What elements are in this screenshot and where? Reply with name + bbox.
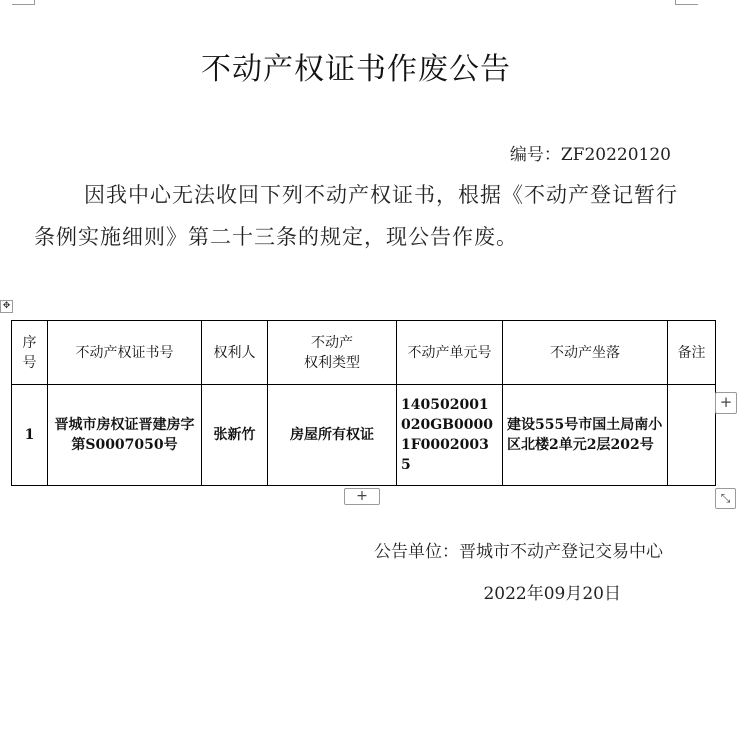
header-location: 不动产坐落 (503, 321, 668, 385)
header-cert-no: 不动产权证书号 (48, 321, 202, 385)
page-corner-mark-left (12, 0, 35, 5)
header-right-type-line1: 不动产 (311, 334, 353, 351)
header-seq: 序号 (12, 321, 48, 385)
document-number: 编号：ZF20220120 (509, 145, 671, 165)
header-right-type (268, 321, 397, 385)
header-right-type-line2: 权利类型 (304, 354, 360, 371)
announcement-body: 因我中心无法收回下列不动产权证书，根据《不动产登记暂行条例实施细则》第二十三条的规定，现公告作废。 (34, 183, 678, 249)
page-corner-mark-right (675, 0, 698, 5)
table-resize-handle-icon[interactable]: ⤡ (715, 488, 736, 509)
cell-remarks (668, 385, 716, 486)
issuing-unit: 公告单位：晋城市不动产登记交易中心 (374, 542, 663, 562)
cell-right-type: 房屋所有权证 (268, 385, 397, 486)
announcement-title: 不动产权证书作废公告 (201, 52, 511, 87)
cell-location: 建设555号市国土局南小区北楼2单元2层202号 (503, 385, 668, 486)
add-row-button[interactable]: + (344, 488, 380, 505)
cell-cert-no: 晋城市房权证晋建房字第S0007050号 (48, 385, 202, 486)
table-row (12, 385, 716, 486)
table-header-row (12, 321, 716, 385)
table-move-handle-icon[interactable]: ✥ (0, 300, 13, 313)
header-holder: 权利人 (202, 321, 268, 385)
header-unit-no: 不动产单元号 (397, 321, 503, 385)
issue-date: 2022年09月20日 (483, 584, 621, 604)
cell-holder: 张新竹 (202, 385, 268, 486)
certificate-table (11, 320, 716, 486)
add-column-button[interactable]: + (715, 392, 737, 414)
cell-unit-no: 140502001020GB00001F00020035 (397, 385, 503, 486)
header-remarks: 备注 (668, 321, 716, 385)
cell-seq: 1 (12, 385, 48, 486)
